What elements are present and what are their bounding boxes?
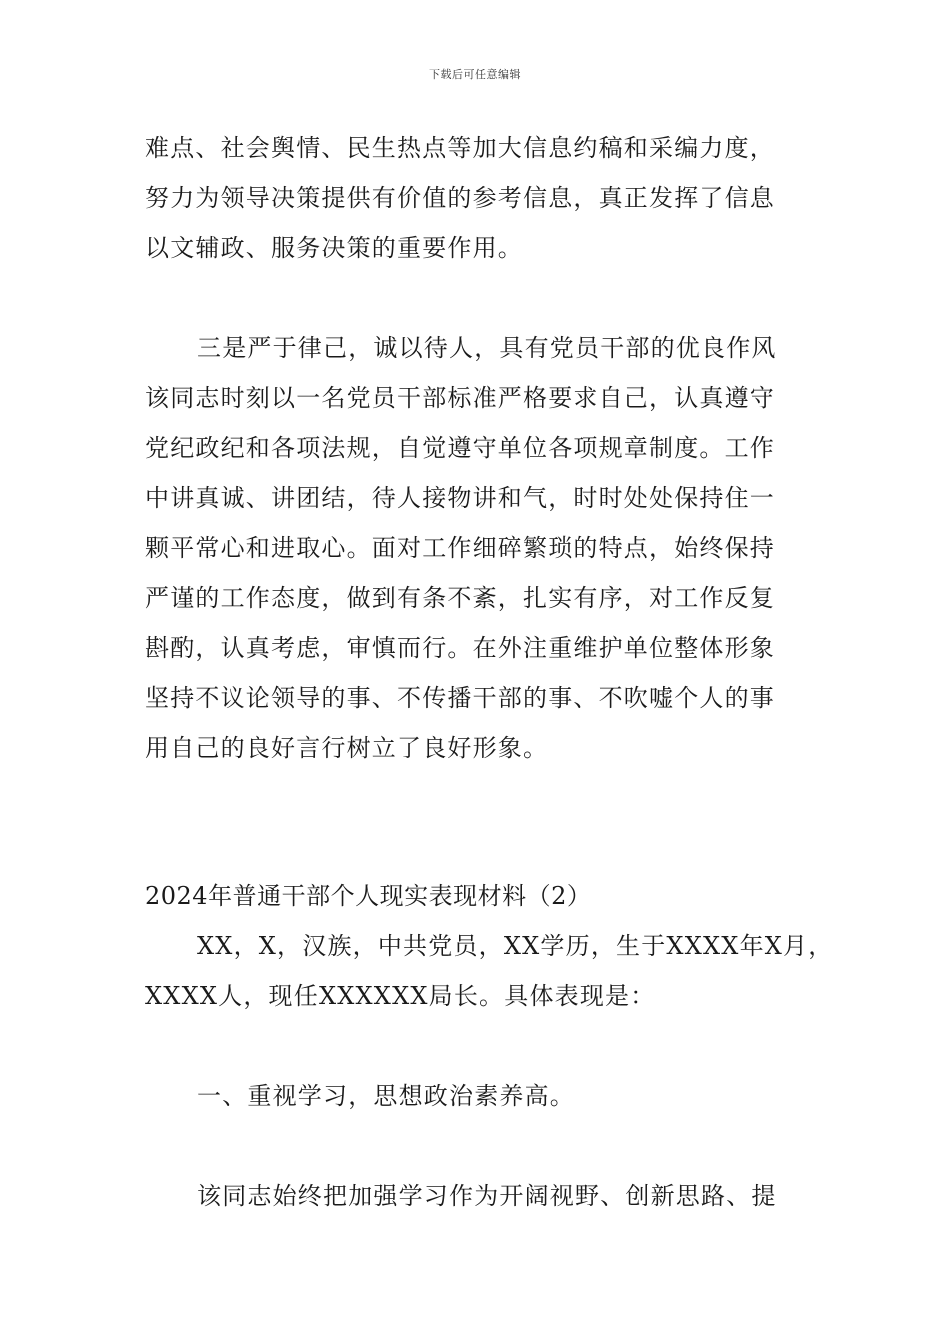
text-line: 颗平常心和进取心。面对工作细碎繁琐的特点，始终保持	[145, 534, 775, 562]
text-line: 严谨的工作态度，做到有条不紊，扎实有序，对工作反复	[145, 584, 775, 612]
text-line: 努力为领导决策提供有价值的参考信息，真正发挥了信息	[145, 184, 775, 212]
text-line: 该同志始终把加强学习作为开阔视野、创新思路、提	[197, 1182, 777, 1210]
page-header: 下载后可任意编辑	[429, 68, 521, 81]
text-line: 中讲真诚、讲团结，待人接物讲和气，时时处处保持住一	[145, 484, 775, 512]
text-line: XX，X，汉族，中共党员，XX学历，生于XXXX年X月，	[197, 932, 834, 960]
heading-1: 一、重视学习，思想政治素养高。	[197, 1082, 575, 1110]
text-line: 难点、社会舆情、民生热点等加大信息约稿和采编力度，	[145, 134, 775, 162]
text-line: 党纪政纪和各项法规，自觉遵守单位各项规章制度。工作	[145, 434, 775, 462]
text-line: 用自己的良好言行树立了良好形象。	[145, 734, 549, 762]
text-line: 以文辅政、服务决策的重要作用。	[145, 234, 523, 262]
text-line: 斟酌，认真考虑，审慎而行。在外注重维护单位整体形象	[145, 634, 775, 662]
text-line: 三是严于律己，诚以待人，具有党员干部的优良作风	[197, 334, 777, 362]
text-line: XXXX人，现任XXXXXX局长。具体表现是：	[145, 982, 656, 1010]
section-title: 2024年普通干部个人现实表现材料（2）	[145, 882, 592, 910]
text-line: 坚持不议论领导的事、不传播干部的事、不吹嘘个人的事	[145, 684, 775, 712]
text-line: 该同志时刻以一名党员干部标准严格要求自己，认真遵守	[145, 384, 775, 412]
